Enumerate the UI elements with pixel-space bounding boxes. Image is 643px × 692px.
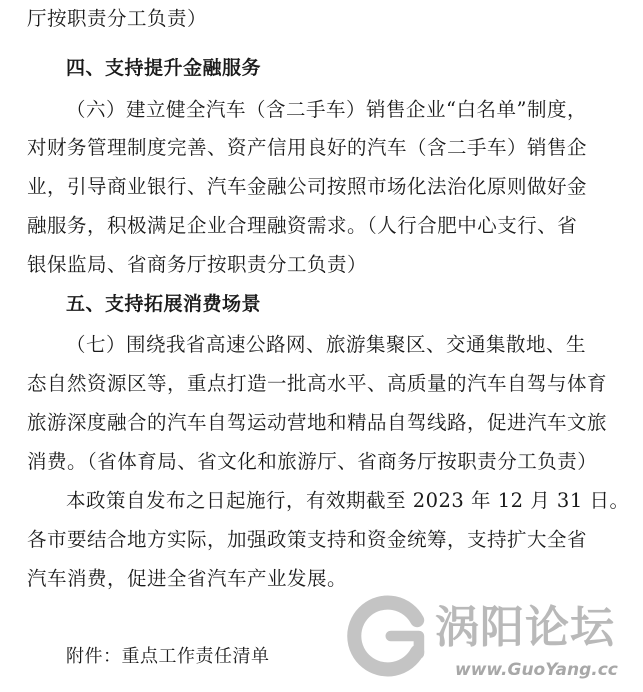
text-line: 融服务，积极满足企业合理融资需求。（人行合肥中心支行、省	[27, 214, 578, 237]
text-line: 本政策自发布之日起施行，有效期截至 2023 年 12 月 31 日。	[66, 489, 630, 512]
text-line: 业，引导商业银行、汽车金融公司按照市场化法治化原则做好金	[27, 175, 588, 198]
text-line: 对财务管理制度完善、资产信用良好的汽车（含二手车）销售企	[27, 136, 588, 159]
text-line: 厅按职责分工负责）	[27, 7, 208, 30]
text-line: 态自然资源区等，重点打造一批高水平、高质量的汽车自驾与体育	[27, 372, 608, 395]
text-line: 消费。（省体育局、省文化和旅游厅、省商务厅按职责分工负责）	[27, 450, 598, 473]
forum-logo-icon	[345, 592, 433, 680]
watermark	[345, 590, 641, 690]
text-line: 汽车消费，促进全省汽车产业发展。	[27, 567, 348, 590]
text-line: 银保监局、省商务厅按职责分工负责）	[27, 253, 368, 276]
section-heading-consumption: 五、支持拓展消费场景	[66, 293, 262, 315]
attachment-line: 附件：重点工作责任清单	[66, 646, 270, 667]
watermark-title: 涡阳论坛	[435, 602, 615, 653]
watermark-url: www.GuoYang.cc	[455, 660, 618, 680]
text-line: （七）围绕我省高速公路网、旅游集聚区、交通集散地、生	[66, 333, 587, 356]
text-line: 各市要结合地方实际，加强政策支持和资金统筹，支持扩大全省	[27, 528, 588, 551]
text-line: 旅游深度融合的汽车自驾运动营地和精品自驾线路，促进汽车文旅	[27, 411, 608, 434]
section-heading-finance: 四、支持提升金融服务	[66, 57, 262, 79]
text-line: （六）建立健全汽车（含二手车）销售企业“白名单”制度，	[66, 98, 587, 121]
